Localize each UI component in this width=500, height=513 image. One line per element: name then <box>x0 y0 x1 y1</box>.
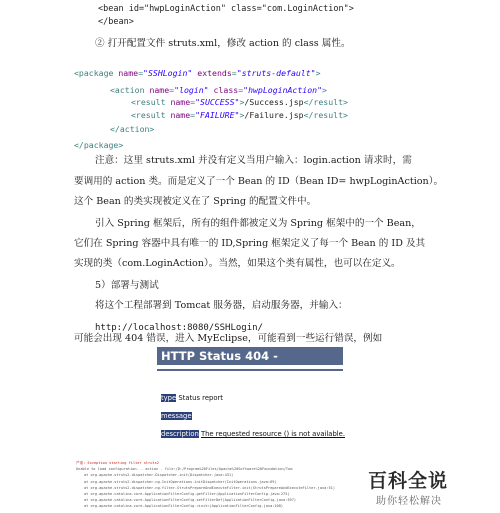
description-value: The requested resource () is not available. <box>200 430 346 438</box>
code-bean-close: </bean> <box>98 17 134 27</box>
stack-trace-line <box>84 492 290 496</box>
stack-trace-line <box>84 498 296 502</box>
code-bean-open: <bean id="hwpLoginAction" class="com.LoginAction"> <box>98 4 354 14</box>
xml-action-open: <action name="login" class="hwpLoginAction"> <box>110 85 327 95</box>
stack-trace-severity: 严重: <box>76 461 88 465</box>
http-404-screenshot <box>157 347 346 447</box>
spring-line-2: 它们在 Spring 容器中具有唯一的 ID,Spring 框架定义了每一个 Bean 的 ID 及其 <box>74 238 426 249</box>
xml-package-close: </package> <box>74 140 124 150</box>
spring-line-1: 引入 Spring 框架后，所有的组件都被定义为 Spring 框架中的一个 Bean， <box>95 218 421 229</box>
step5-heading: 5）部署与测试 <box>95 280 159 291</box>
stack-trace-text: at org.apache.struts2.dispatcher.ng.filter.StrutsPrepareAndExecuteFilter.init(StrutsPrepareAndExecuteFilter.java:51) <box>84 485 335 490</box>
type-value: Status report <box>178 394 223 402</box>
stack-trace-line <box>84 486 335 490</box>
stack-trace-text: at org.apache.catalina.core.ApplicationFilterConfig.<init>(ApplicationFilterConfig.java:108) <box>84 504 284 509</box>
stack-trace-line <box>84 473 233 477</box>
error-intro: 可能会出现 404 错误，进入 MyEclipse，可能看到一些运行错误，例如 <box>74 333 383 344</box>
watermark-brand: 百科全说 <box>368 470 449 492</box>
deploy-text: 将这个工程部署到 Tomcat 服务器，启动服务器，并输入： <box>95 300 348 311</box>
stack-trace-line <box>84 480 277 484</box>
stack-trace-text: at org.apache.catalina.core.ApplicationFilterConfig.setFilterDef(ApplicationFilterConfig.java:397) <box>84 498 297 503</box>
stack-trace-text: Exception starting filter struts2 <box>87 461 159 465</box>
stack-trace-line <box>84 504 283 508</box>
step2-heading: ② 打开配置文件 struts.xml，修改 action 的 class 属性。 <box>95 38 351 49</box>
watermark-slogan: 助你轻松解决 <box>376 496 442 507</box>
test-url: http://localhost:8080/SSHLogin/ <box>95 323 263 333</box>
stack-trace-line <box>76 467 292 471</box>
message-label: message <box>161 412 192 420</box>
spring-line-3: 实现的类（com.LoginAction）。当然，如果这个类有属性，也可以在定义。 <box>74 258 401 269</box>
stack-trace-line <box>76 461 159 466</box>
stack-trace-text: Unable to load configuration. - action - file:/D:/Program%20Files/Apache%20Software%20Foundation/Tom <box>76 467 293 472</box>
stack-trace-text: at org.apache.struts2.dispatcher.ng.InitOperations.initDispatcher(InitOperations.java:69) <box>84 479 277 484</box>
note-line-1: 注意：这里 struts.xml 并没有定义当用户输入：login.action 请求时，需 <box>95 155 412 166</box>
http-404-title: HTTP Status 404 - <box>157 347 343 365</box>
stack-trace-text: at org.apache.struts2.dispatcher.Dispatcher.init(Dispatcher.java:431) <box>84 473 234 478</box>
http-404-type <box>161 394 223 402</box>
type-label: type <box>161 394 177 402</box>
http-404-message <box>161 412 192 420</box>
description-label: description <box>161 430 199 438</box>
http-404-description <box>161 430 345 438</box>
note-line-2: 要调用的 action 类。而是定义了一个 Bean 的 ID（Bean ID= hwpLoginAction）。 <box>74 176 444 187</box>
xml-action-close: </action> <box>110 124 155 134</box>
http-404-rule <box>157 369 343 371</box>
stack-trace-text: at org.apache.catalina.core.ApplicationFilterConfig.getFilter(ApplicationFilterConfig.java:275) <box>84 492 290 496</box>
note-line-3: 这个 Bean 的类实现被定义在了 Spring 的配置文件中。 <box>74 196 317 207</box>
xml-result-success: <result name="SUCCESS">/Success.jsp</result> <box>131 97 348 107</box>
xml-package-open: <package name="SSHLogin" extends="struts-default"> <box>74 68 321 78</box>
xml-result-failure: <result name="FAILURE">/Failure.jsp</result> <box>131 110 348 120</box>
